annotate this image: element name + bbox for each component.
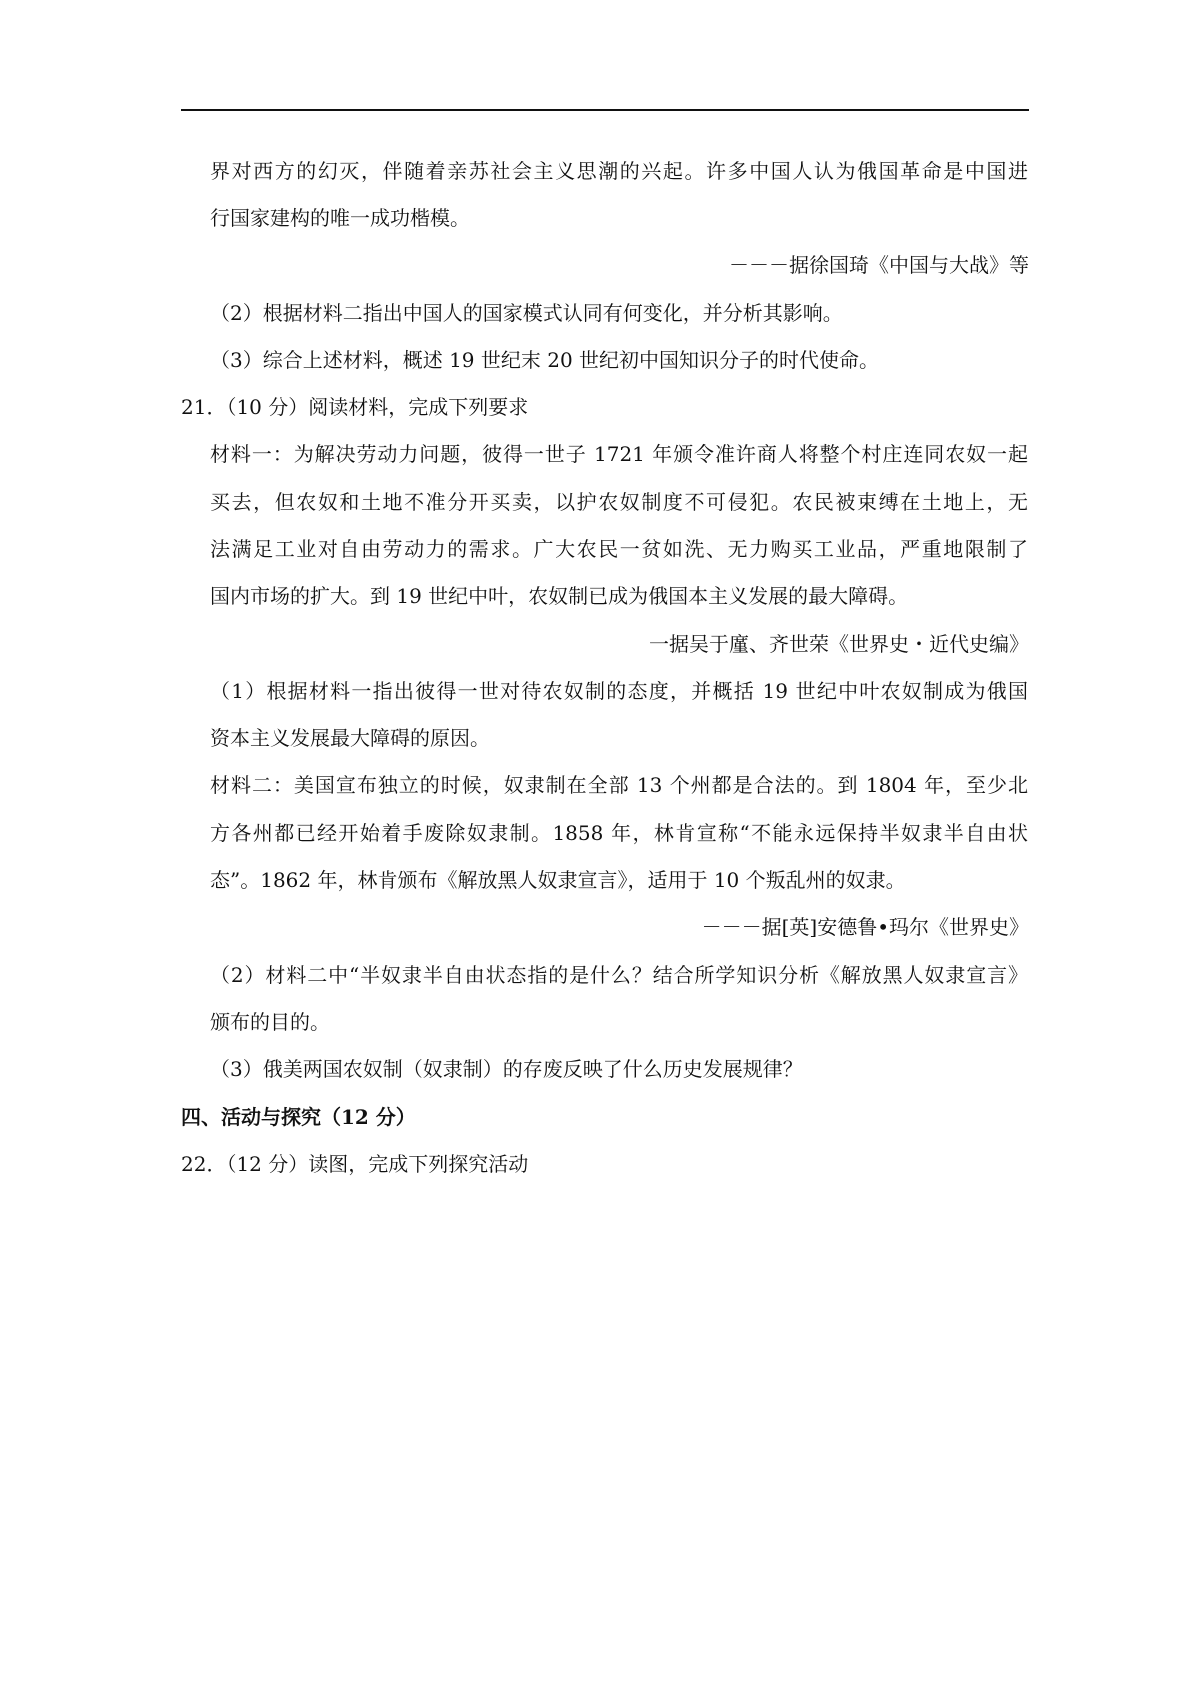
sub-question: （3）俄美两国农奴制（奴隶制）的存废反映了什么历史发展规律？ [210, 1057, 803, 1081]
question-heading: 21．（10 分）阅读材料，完成下列要求 [181, 395, 529, 419]
sub-question: （3）综合上述材料，概述 19 世纪末 20 世纪初中国知识分子的时代使命。 [210, 348, 880, 372]
citation-line: －－－据[英]安德鲁•玛尔《世界史》 [701, 915, 1029, 939]
material-text-line: 材料一：为解决劳动力问题，彼得一世子 1721 年颁令准许商人将整个村庄连同农奴一起 [210, 442, 1028, 466]
question-heading: 22．（12 分）读图，完成下列探究活动 [181, 1152, 529, 1176]
material-text-line: 方各州都已经开始着手废除奴隶制。1858 年，林肯宣称“不能永远保持半奴隶半自由状 [210, 821, 1028, 845]
material-text-line: 买去，但农奴和土地不准分开买卖，以护农奴制度不可侵犯。农民被束缚在土地上，无 [210, 490, 1028, 514]
section-heading: 四、活动与探究（12 分） [181, 1105, 416, 1129]
sub-question: （2）材料二中“半奴隶半自由状态指的是什么？结合所学知识分析《解放黑人奴隶宣言》 [210, 963, 1028, 987]
header-rule [181, 109, 1029, 111]
material-text-line: 态”。1862 年，林肯颁布《解放黑人奴隶宣言》，适用于 10 个叛乱州的奴隶。 [210, 868, 906, 892]
material-text-line: 法满足工业对自由劳动力的需求。广大农民一贫如洗、无力购买工业品，严重地限制了 [210, 537, 1028, 561]
material-text-line: 材料二：美国宣布独立的时候，奴隶制在全部 13 个州都是合法的。到 1804 年，至少北 [210, 773, 1028, 797]
material-text-line: 国内市场的扩大。到 19 世纪中叶，农奴制已成为俄国本主义发展的最大障碍。 [210, 584, 909, 608]
material-text-line: 界对西方的幻灭，伴随着亲苏社会主义思潮的兴起。许多中国人认为俄国革命是中国进 [210, 159, 1028, 183]
citation-line: －－－据徐国琦《中国与大战》等 [729, 253, 1029, 277]
sub-question: 颁布的目的。 [210, 1010, 330, 1034]
sub-question: （2）根据材料二指出中国人的国家模式认同有何变化，并分析其影响。 [210, 301, 843, 325]
material-text-line: 行国家建构的唯一成功楷模。 [210, 206, 470, 230]
sub-question: （1）根据材料一指出彼得一世对待农奴制的态度，并概括 19 世纪中叶农奴制成为俄国 [210, 679, 1028, 703]
sub-question: 资本主义发展最大障碍的原因。 [210, 726, 490, 750]
citation-line: 一据吴于廑、齐世荣《世界史・近代史编》 [649, 632, 1029, 656]
